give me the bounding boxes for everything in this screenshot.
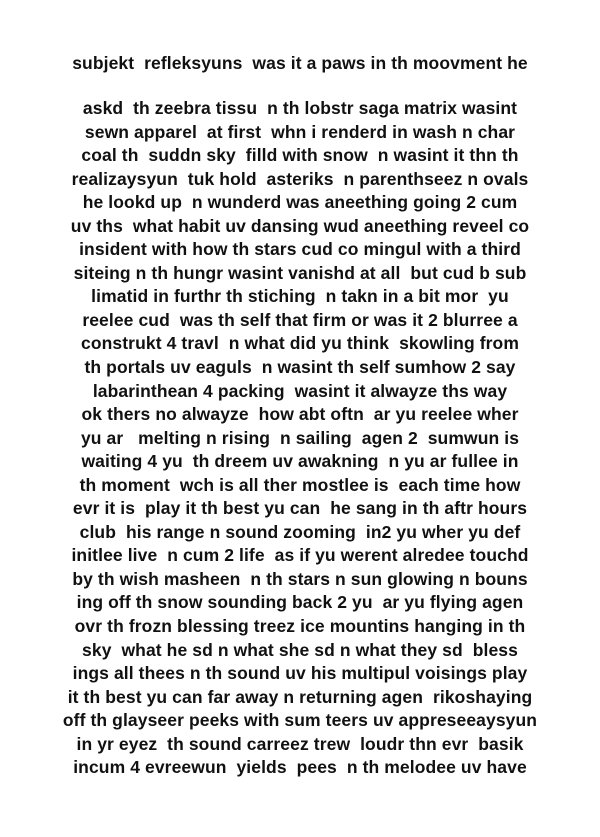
poem-line: by th wish masheen n th stars n sun glowing n bouns <box>72 568 528 589</box>
poem-line: th moment wch is all ther mostlee is each time how <box>79 474 521 495</box>
poem-line: ovr th frozn blessing treez ice mountins hanging in th <box>74 616 526 637</box>
poem-body <box>0 98 600 781</box>
poem-line: labarinthean 4 packing wasint it alwayze ths way <box>92 380 508 401</box>
poem-line: in yr eyez th sound carreez trew loudr thn evr basik <box>76 733 524 754</box>
poem-line: insident with how th stars cud co mingul with a third <box>79 239 521 260</box>
poem-line: he lookd up n wunderd was aneething going 2 cum <box>82 192 518 213</box>
poem-line: sky what he sd n what she sd n what they sd bless <box>82 639 518 660</box>
poem-line: it th best yu can far away n returning agen rikoshaying <box>67 686 533 707</box>
poem-title-line: subjekt refleksyuns was it a paws in th moovment he <box>72 53 528 73</box>
poem-line: incum 4 evreewun yields pees n th melodee uv have <box>73 757 527 778</box>
poem-line: club his range n sound zooming in2 yu wher yu def <box>79 521 521 542</box>
poem-line: reelee cud was th self that firm or was it 2 blurree a <box>82 309 518 330</box>
poem-line: off th glayseer peeks with sum teers uv appreseeaysyun <box>62 710 538 731</box>
poem-line: evr it is play it th best yu can he sang in th aftr hours <box>72 498 528 519</box>
poem-line: waiting 4 yu th dreem uv awakning n yu ar fullee in <box>81 451 519 472</box>
poem-line: coal th suddn sky filld with snow n wasint it thn th <box>81 145 519 166</box>
poem-line: askd th zeebra tissu n th lobstr saga matrix wasint <box>82 98 518 118</box>
poem-line: uv ths what habit uv dansing wud aneething reveel co <box>70 215 530 236</box>
poem-line: sewn apparel at first whn i renderd in wash n char <box>84 121 516 142</box>
poem-line: realizaysyun tuk hold asteriks n parenthseez n ovals <box>71 168 529 189</box>
poem-line: ings all thees n th sound uv his multipul voisings play <box>72 663 528 684</box>
poem-line: construkt 4 travl n what did yu think skowling from <box>81 333 519 354</box>
poem-line: siteing n th hungr wasint vanishd at all but cud b sub <box>73 262 527 283</box>
poem-line: initlee live n cum 2 life as if yu werent alredee touchd <box>71 545 529 566</box>
poem-line: ing off th snow sounding back 2 yu ar yu flying agen <box>76 592 524 613</box>
poem-line: limatid in furthr th stiching n takn in a bit mor yu <box>91 286 509 307</box>
poem-line: ok thers no alwayze how abt oftn ar yu reelee wher <box>81 404 519 425</box>
poem-line: yu ar melting n rising n sailing agen 2 sumwun is <box>80 427 520 448</box>
poem-line: th portals uv eaguls n wasint th self sumhow 2 say <box>84 357 516 378</box>
